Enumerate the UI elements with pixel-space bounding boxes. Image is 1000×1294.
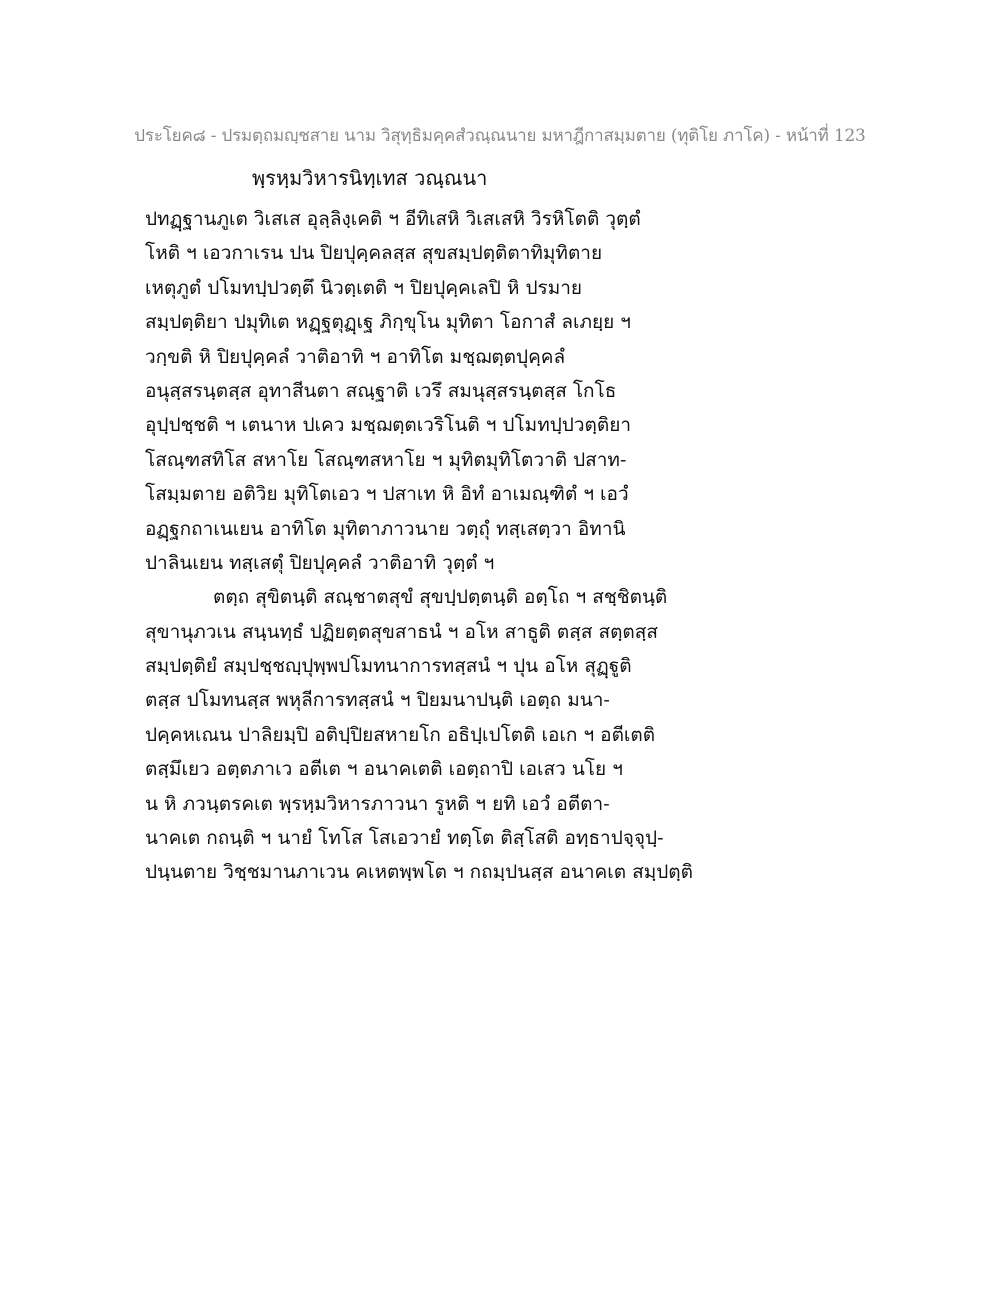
text-line: เหตุภูตํ ปโมทปฺปวตฺตึ นิวตฺเตติ ฯ ปิยปุคฺคเลปิ หิ ปรมาย — [145, 276, 583, 299]
text-line: ตสฺมึเยว อตฺตภาเว อตีเต ฯ อนาคเตติ เอตฺถาปิ เอเสว นโย ฯ — [145, 758, 623, 781]
text-line: สุขานุภวเน สนฺนทฺธํ ปฏิยตฺตสุขสาธนํ ฯ อโห สาธูติ ตสฺส สตฺตสฺส — [145, 620, 658, 643]
text-line: ตสฺส ปโมทนสฺส พหุลีการทสฺสนํ ฯ ปิยมนาปนฺติ เอตฺถ มนา- — [145, 689, 610, 712]
text-line: ปนฺนตาย วิชฺชมานภาเวน คเหตพฺพโต ฯ กถมฺปนสฺส อนาคเต สมฺปตฺติ — [145, 861, 693, 884]
text-line: อฏฺฐกถาเนเยน อาทิโต มุทิตาภาวนาย วตฺถุํ ทสฺเสตฺวา อิทานิ — [145, 517, 626, 540]
text-line: ปาลินเยน ทสฺเสตุํ ปิยปุคฺคลํ วาติอาทิ วุตฺตํ ฯ — [145, 551, 495, 574]
paragraph-start-line: ตตฺถ สุขิตนฺติ สณฺชาตสุขํ สุขปฺปตฺตนฺติ อตฺโถ ฯ สชฺชิตนฺติ — [213, 586, 668, 609]
text-line: อุปฺปชฺชติ ฯ เตนาห ปเคว มชฺฌตฺตเวริโนติ ฯ ปโมทปฺปวตฺติยา — [145, 414, 632, 437]
text-line: ปคฺคหเณน ปาลิยมฺปิ อติปฺปิยสหายโก อธิปฺเปโตติ เอเก ฯ อตีเตติ — [145, 723, 656, 746]
text-line: ปทฏฺฐานภูเต วิเสเส อุลฺลิงฺเคติ ฯ อีทิเสหิ วิเสเสหิ วิรหิโตติ วุตฺตํ — [145, 208, 641, 230]
text-line: สมฺปตฺติยา ปมุทิเต หฏฺฐตุฏฺเฐ ภิกฺขุโน มุทิตา โอกาสํ ลเภยฺย ฯ — [145, 311, 631, 334]
text-line: นาคเต กถนฺติ ฯ นายํ โทโส โสเอวายํ ทตฺโต ติสฺโสติ อทฺธาปจฺจุปฺ- — [145, 827, 664, 850]
text-line: โสมฺมตาย อติวิย มุทิโตเอว ฯ ปสาเท หิ อิทํ อาเมณฺฑิตํ ฯ เอวํ — [145, 483, 629, 506]
text-line: สมฺปตฺติยํ สมฺปชฺชญฺปุพฺพปโมทนาการทสฺสนํ ฯ ปุน อโห สุฏฺฐูติ — [145, 655, 632, 678]
section-heading: พฺรหฺมวิหารนิทฺเทส วณฺณนา — [252, 166, 488, 190]
text-line: อนุสฺสรนฺตสฺส อุทาสีนตา สณฺฐาติ เวรึ สมนุสฺสรนฺตสฺส โกโธ — [145, 379, 617, 402]
text-line: น หิ ภวนฺตรคเต พฺรหฺมวิหารภาวนา รูหติ ฯ ยทิ เอวํ อตีตา- — [145, 792, 610, 815]
page-header: ประโยค๘ - ปรมตฺถมญฺชสาย นาม วิสุทฺธิมคฺคสํวณฺณนาย มหาฎีกาสมฺมตาย (ทุติโย ภาโค) - หน้าที่ 123 — [134, 126, 866, 146]
body-text — [145, 202, 875, 890]
text-line: โสณฺฑสทิโส สหาโย โสณฺฑสหาโย ฯ มุทิตมุทิโตวาติ ปสาท- — [145, 448, 627, 471]
text-line: โหติ ฯ เอวกาเรน ปน ปิยปุคฺคลสฺส สุขสมฺปตฺติตาทิมุทิตาย — [145, 242, 603, 265]
text-line: วกฺขติ หิ ปิยปุคฺคลํ วาติอาทิ ฯ อาทิโต มชฺฌตฺตปุคฺคลํ — [145, 345, 566, 368]
